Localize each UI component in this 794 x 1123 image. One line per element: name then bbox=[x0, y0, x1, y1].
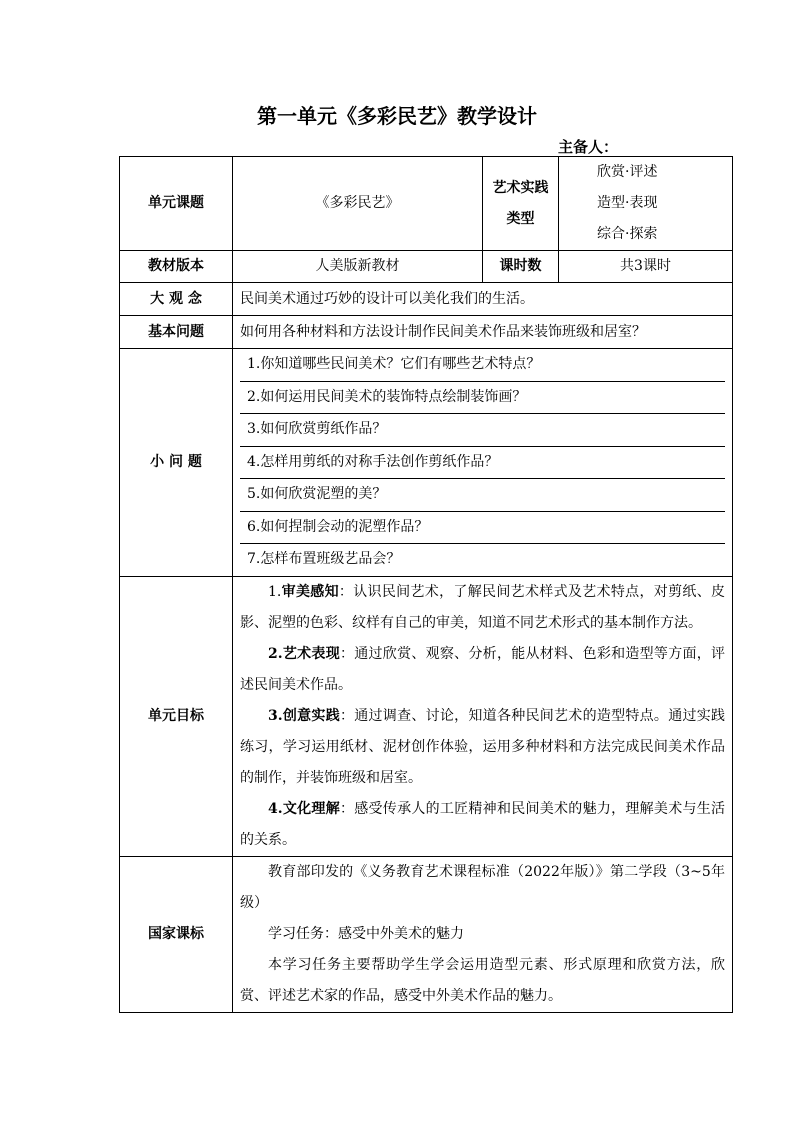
small-question-item: 5.如何欣赏泥塑的美？ bbox=[240, 479, 725, 512]
practice-type-list bbox=[559, 157, 733, 251]
unit-goals-label: 单元目标 bbox=[120, 576, 233, 856]
row-textbook bbox=[120, 251, 733, 283]
unit-topic-label: 单元课题 bbox=[120, 157, 233, 251]
big-idea-value: 民间美术通过巧妙的设计可以美化我们的生活。 bbox=[233, 283, 733, 316]
row-big-idea bbox=[120, 283, 733, 316]
textbook-value: 人美版新教材 bbox=[233, 251, 483, 283]
small-question-item: 3.如何欣赏剪纸作品？ bbox=[240, 414, 725, 447]
lesson-plan-table bbox=[119, 156, 733, 1013]
national-standard-label: 国家课标 bbox=[120, 856, 233, 1012]
row-unit-topic bbox=[120, 157, 733, 251]
small-questions-cell bbox=[233, 349, 733, 577]
small-question-item: 7.怎样布置班级艺品会？ bbox=[247, 551, 401, 567]
practice-type-item: 欣赏·评述 bbox=[597, 164, 658, 180]
small-questions-list bbox=[240, 349, 725, 576]
row-national-standard bbox=[120, 856, 733, 1012]
unit-goals-cell bbox=[233, 576, 733, 856]
practice-type-item: 综合·探索 bbox=[597, 226, 658, 242]
standard-paragraph: 本学习任务主要帮助学生学会运用造型元素、形式原理和欣赏方法，欣赏、评述艺术家的作品，感受中外美术作品的魅力。 bbox=[240, 956, 725, 1004]
row-basic-question bbox=[120, 316, 733, 349]
practice-type-item: 造型·表现 bbox=[597, 195, 658, 211]
hours-value: 共3课时 bbox=[559, 251, 733, 283]
basic-question-value: 如何用各种材料和方法设计制作民间美术作品来装饰班级和居室？ bbox=[233, 316, 733, 349]
small-questions-label: 小 问 题 bbox=[120, 349, 233, 577]
row-unit-goals bbox=[120, 576, 733, 856]
small-question-item: 1.你知道哪些民间美术？它们有哪些艺术特点？ bbox=[240, 349, 725, 381]
small-question-item: 2.如何运用民间美术的装饰特点绘制装饰画？ bbox=[240, 381, 725, 414]
goal-paragraph: 3.创意实践：通过调查、讨论，知道各种民间艺术的造型特点。通过实践练习，学习运用纸材、泥材创作体验，运用多种材料和方法完成民间美术作品的制作，并装饰班级和居室。 bbox=[240, 707, 726, 786]
basic-question-label: 基本问题 bbox=[120, 316, 233, 349]
unit-topic-value: 《多彩民艺》 bbox=[233, 157, 483, 251]
small-question-item: 6.如何捏制会动的泥塑作品？ bbox=[240, 511, 725, 544]
goal-paragraph: 1.审美感知：认识民间艺术，了解民间艺术样式及艺术特点，对剪纸、皮影、泥塑的色彩、纹样有自己的审美，知道不同艺术形式的基本制作方法。 bbox=[240, 583, 726, 631]
practice-type-label: 艺术实践类型 bbox=[483, 157, 559, 251]
hours-label: 课时数 bbox=[483, 251, 559, 283]
preparer-label: 主备人： bbox=[558, 138, 619, 156]
standard-paragraph: 学习任务：感受中外美术的魅力 bbox=[268, 925, 464, 942]
standard-paragraph: 教育部印发的《义务教育艺术课程标准（2022年版）》第二学段（3~5年级） bbox=[240, 863, 725, 911]
row-small-questions bbox=[120, 349, 733, 577]
page-title: 第一单元《多彩民艺》教学设计 bbox=[257, 104, 537, 128]
goal-paragraph: 4.文化理解：感受传承人的工匠精神和民间美术的魅力，理解美术与生活的关系。 bbox=[240, 800, 726, 848]
goal-paragraph: 2.艺术表现：通过欣赏、观察、分析，能从材料、色彩和造型等方面，评述民间美术作品。 bbox=[240, 645, 726, 693]
national-standard-cell bbox=[233, 856, 733, 1012]
big-idea-label: 大 观 念 bbox=[120, 283, 233, 316]
small-question-item: 4.怎样用剪纸的对称手法创作剪纸作品？ bbox=[240, 446, 725, 479]
textbook-label: 教材版本 bbox=[120, 251, 233, 283]
